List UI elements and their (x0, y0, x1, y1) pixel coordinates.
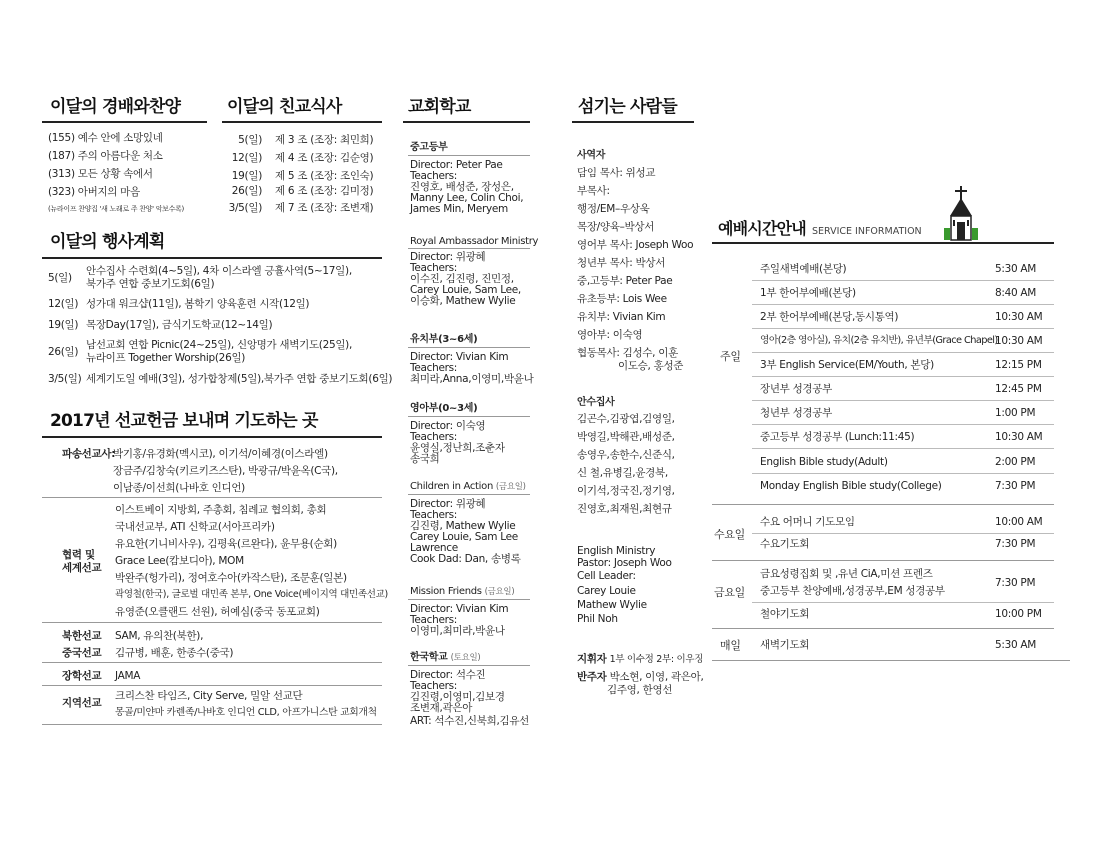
staff-line: 청년부 목사: 박상서 (577, 257, 666, 269)
divider (752, 376, 1054, 377)
divider (42, 662, 382, 663)
school-line: Director: 위광혜 (410, 251, 486, 263)
school-line: 김진령, Mathew Wylie (410, 520, 516, 532)
service-time: 2:00 PM (995, 456, 1036, 468)
service-time: 10:00 AM (995, 516, 1043, 528)
school-line: Teachers: (410, 614, 458, 626)
divider (712, 504, 1054, 505)
mission-line: SAM, 유의찬(북한), (115, 630, 204, 642)
event-date: 12(일) (48, 298, 79, 310)
mission-nk-label: 북한선교 (62, 630, 102, 642)
church-school-rule (403, 121, 530, 123)
event-line: 뉴라이프 Together Worship(26일) (86, 352, 246, 364)
conductor-row (577, 653, 703, 666)
hymn-item: (323) 아버지의 마음 (48, 186, 140, 198)
divider (752, 424, 1054, 425)
school-line: 송국희 (410, 453, 440, 465)
school-line: ART: 석수진,신북희,김유선 (410, 715, 530, 727)
mission-line: 장금주/김창숙(키르키즈스탄), 박광규/박윤옥(C국), (113, 465, 338, 477)
hymn-item: (313) 모든 상황 속에서 (48, 168, 153, 180)
staff-line: 영어부 목사: Joseph Woo (577, 239, 694, 251)
divider (752, 400, 1054, 401)
staff-line: 협동목사: 김성수, 이훈 (577, 347, 678, 359)
mission-sch-label: 장학선교 (62, 670, 102, 682)
fellowship-date: 5(일) (238, 134, 262, 146)
divider (752, 352, 1054, 353)
service-time: 7:30 PM (995, 577, 1036, 589)
fellowship-row (226, 185, 373, 198)
school-line: 조변재,곽은아 (410, 702, 473, 714)
school-line: Director: Peter Pae (410, 159, 503, 171)
event-date: 5(일) (48, 272, 72, 284)
accompanist-row (577, 671, 704, 684)
conductor-label: 지휘자 (577, 653, 607, 665)
divider (408, 248, 530, 249)
service-time: 7:30 PM (995, 480, 1036, 492)
school-section-name: 유치부(3~6세) (410, 334, 478, 345)
service-name: 새벽기도회 (760, 639, 810, 651)
event-date: 3/5(일) (48, 373, 82, 385)
english-line: Carey Louie (577, 585, 636, 597)
service-name: English Bible study(Adult) (760, 456, 888, 468)
school-line: Cook Dad: Dan, 송병록 (410, 553, 521, 565)
event-line: 남선교회 연합 Picnic(24~25일), 신앙명가 새벽기도(25일), (86, 339, 353, 351)
divider (752, 280, 1054, 281)
accompanist-names: 박소현, 이영, 곽은아, (609, 671, 704, 683)
service-day: 금요일 (714, 586, 745, 599)
mission-local-label: 지역선교 (62, 697, 102, 709)
service-day: 매일 (720, 639, 741, 652)
mission-title-rule (42, 436, 382, 438)
fellowship-title: 이달의 친교식사 (227, 97, 342, 117)
school-line: Director: Vivian Kim (410, 351, 509, 363)
divider (408, 155, 530, 156)
service-name: 금요성령집회 및 ,유년 CiA,미션 프렌즈 (760, 568, 933, 580)
service-time: 1:00 PM (995, 407, 1036, 419)
accompanist-label: 반주자 (577, 671, 607, 683)
service-name: 중고등부 찬양예배,성경공부,EM 성경공부 (760, 585, 945, 597)
divider (408, 665, 530, 666)
service-time: 5:30 AM (995, 639, 1037, 651)
service-name: 수요기도회 (760, 538, 810, 550)
service-time: 10:30 AM (995, 431, 1043, 443)
event-line: 목장Day(17일), 금식기도학교(12~14일) (86, 319, 273, 331)
staff-line: 이도승, 홍성준 (618, 360, 684, 372)
school-line: 최미라,Anna,이영미,박윤나 (410, 373, 534, 385)
school-line: Teachers: (410, 262, 458, 274)
staff-line: 목장/양육–박상서 (577, 221, 655, 233)
divider (42, 685, 382, 686)
school-section-label: 한국학교 (410, 652, 448, 663)
fellowship-text: 제 5 조 (조장: 조인숙) (275, 170, 374, 182)
divider (752, 328, 1054, 329)
mission-line: 이남종/이선희(나바호 인디언) (113, 482, 245, 494)
divider (752, 602, 1054, 603)
mission-line: JAMA (115, 670, 141, 682)
school-section-name: Royal Ambassador Ministry (410, 236, 539, 247)
staff-line: 중,고등부: Peter Pae (577, 275, 673, 287)
deacon-line: 이기석,정국진,정기영, (577, 485, 675, 497)
divider (752, 304, 1054, 305)
school-line: Teachers: (410, 170, 458, 182)
fellowship-row (226, 134, 373, 147)
school-section-label: Children in Action (410, 481, 493, 492)
service-name: 중고등부 성경공부 (Lunch:11:45) (760, 431, 915, 443)
service-name: 철야기도회 (760, 608, 810, 620)
service-name: 2부 한어부예배(본당,동시통역) (760, 311, 899, 323)
service-time: 10:30 AM (995, 311, 1043, 323)
mission-coop-label: 세계선교 (62, 562, 102, 574)
mission-line: 유요한(기니비사우), 김평육(르완다), 윤무용(순회) (115, 538, 337, 550)
service-name: 영아(2층 영아실), 유치(2층 유치반), 유년부(Grace Chapel) (760, 335, 998, 346)
mission-line: 김규병, 배훈, 한종수(중국) (115, 647, 234, 659)
school-line: 김진령,이영미,김보경 (410, 691, 505, 703)
mission-line: 몽골/미얀마 카렌족/나바호 인디언 CLD, 아프가니스탄 교회개척 (115, 707, 377, 718)
events-title-rule (42, 257, 382, 259)
service-day: 수요일 (714, 528, 745, 541)
fellowship-text: 제 6 조 (조장: 김미정) (275, 185, 374, 197)
school-line: Carey Louie, Sam Lee, (410, 284, 521, 296)
divider (712, 560, 1054, 561)
event-date: 19(일) (48, 319, 79, 331)
service-title-rule (712, 242, 1054, 244)
fellowship-date: 26(일) (231, 185, 262, 197)
fellowship-date: 12(일) (231, 152, 262, 164)
hymn-item: (155) 예수 안에 소망있네 (48, 132, 163, 144)
school-line: Teachers: (410, 680, 458, 692)
divider (712, 660, 1070, 661)
divider (42, 724, 382, 725)
mission-line: 유영준(오클랜드 선원), 허예심(중국 동포교회) (115, 606, 320, 618)
fellowship-text: 제 4 조 (조장: 김순영) (275, 152, 374, 164)
service-subtitle: SERVICE INFORMATION (811, 226, 922, 237)
english-line: Mathew Wylie (577, 599, 647, 611)
service-time: 12:15 PM (995, 359, 1042, 371)
deacon-line: 박영길,박해관,배성준, (577, 431, 675, 443)
staff-line: 유초등부: Lois Wee (577, 293, 667, 305)
divider (752, 533, 1054, 534)
divider (408, 416, 530, 417)
hymns-title-rule (42, 121, 207, 123)
school-line: 윤영실,정난희,조춘자 (410, 442, 505, 454)
staff-line: 행정/EM–우상욱 (577, 203, 650, 215)
service-time: 7:30 PM (995, 538, 1036, 550)
service-title: 예배시간안내 (718, 219, 806, 238)
mission-line: 이스트베이 지방회, 주총회, 침례교 협의회, 총회 (115, 504, 327, 516)
school-section-name (410, 481, 526, 494)
school-line: Teachers: (410, 509, 458, 521)
service-name: 1부 한어부예배(본당) (760, 287, 856, 299)
school-section-tag: (금요일) (495, 482, 526, 492)
service-name: 장년부 성경공부 (760, 383, 832, 395)
deacon-title: 안수집사 (577, 397, 615, 408)
divider (752, 473, 1054, 474)
divider (42, 622, 382, 623)
events-title: 이달의 행사계획 (50, 232, 165, 252)
divider (408, 347, 530, 348)
staff-line: 영아부: 이숙영 (577, 329, 643, 341)
hymns-title: 이달의 경배와찬양 (50, 97, 181, 117)
hymn-item: (187) 주의 아름다운 처소 (48, 150, 163, 162)
staff-line: 부목사: (577, 185, 610, 197)
english-line: Phil Noh (577, 613, 618, 625)
school-line: Carey Louie, Sam Lee (410, 531, 518, 543)
staff-title: 사역자 (577, 150, 606, 161)
event-line: 성가대 워크샵(11일), 봄학기 양육훈련 시작(12일) (86, 298, 310, 310)
event-line: 세계기도일 예배(3일), 성가합창제(5일),북가주 연합 중보기도회(6일) (86, 373, 393, 385)
accompanist-names: 김주영, 한영선 (607, 684, 673, 696)
fellowship-date: 19(일) (231, 170, 262, 182)
fellowship-date: 3/5(일) (228, 202, 262, 214)
school-section-tag: (토요일) (450, 653, 481, 663)
divider (752, 448, 1054, 449)
school-line: Teachers: (410, 362, 458, 374)
divider (408, 599, 530, 600)
school-section-tag: (금요일) (484, 587, 515, 597)
service-name: 청년부 성경공부 (760, 407, 832, 419)
mission-cn-label: 중국선교 (62, 647, 102, 659)
deacon-line: 진영호,최재원,최현규 (577, 503, 672, 515)
divider (712, 628, 1054, 629)
school-line: 이수진, 김진령, 진민정, (410, 273, 514, 285)
school-line: Lawrence (410, 542, 458, 554)
mission-line: 박기홍/유경화(멕시코), 이기석/이혜경(이스라엘) (113, 448, 328, 460)
event-line: 북가주 연합 중보기도회(6일) (86, 278, 215, 290)
fellowship-text: 제 3 조 (조장: 최민희) (275, 134, 374, 146)
deacon-line: 송영우,송한수,신준식, (577, 449, 675, 461)
english-line: Pastor: Joseph Woo (577, 557, 672, 569)
conductor-names: 1부 이수정 2부: 이우징 (609, 654, 704, 665)
school-section-name: 중고등부 (410, 142, 448, 153)
mission-title: 2017년 선교헌금 보내며 기도하는 곳 (50, 411, 318, 431)
service-name: 주일새벽예배(본당) (760, 263, 847, 275)
deacon-line: 김곤수,김광엽,김영일, (577, 413, 675, 425)
school-section-name (410, 586, 514, 599)
service-time: 10:00 PM (995, 608, 1042, 620)
event-date: 26(일) (48, 346, 79, 358)
school-line: 이영미,최미라,박윤나 (410, 625, 505, 637)
fellowship-row (226, 170, 373, 183)
event-line: 안수집사 수련회(4~5일), 4차 이스라엘 긍휼사역(5~17일), (86, 265, 352, 277)
school-section-name (410, 652, 480, 665)
fellowship-row (226, 152, 373, 165)
school-section-name: 영아부(0~3세) (410, 403, 478, 414)
service-name: 3부 English Service(EM/Youth, 본당) (760, 359, 934, 371)
school-line: 진영호, 배성준, 장성은, (410, 181, 514, 193)
service-name: Monday English Bible study(College) (760, 480, 942, 492)
mission-line: 박완주(헝가리), 정여호수아(카작스탄), 조문훈(일본) (115, 572, 347, 584)
fellowship-row (226, 202, 373, 215)
servants-title: 섬기는 사람들 (578, 97, 677, 117)
servants-title-rule (572, 121, 694, 123)
service-time: 8:40 AM (995, 287, 1037, 299)
school-line: Director: 위광혜 (410, 498, 486, 510)
service-time: 12:45 PM (995, 383, 1042, 395)
school-line: 이승화, Mathew Wylie (410, 295, 516, 307)
english-line: Cell Leader: (577, 570, 636, 582)
service-time: 10:30 AM (995, 335, 1043, 347)
mission-dispatch-label: 파송선교사: (62, 448, 116, 460)
staff-line: 담임 목사: 위성교 (577, 167, 656, 179)
fellowship-text: 제 7 조 (조장: 조변재) (275, 202, 374, 214)
school-section-label: Mission Friends (410, 586, 482, 597)
mission-line: 크리스찬 타임즈, City Serve, 밀알 선교단 (115, 690, 303, 702)
hymns-note: (뉴라이프 찬양집 '새 노래로 주 찬양' 악보수록) (48, 205, 184, 213)
service-title-wrap (718, 219, 922, 239)
school-line: Director: 석수진 (410, 669, 486, 681)
mission-coop-label: 협력 및 (62, 549, 95, 561)
mission-line: 곽영철(한국), 글로벌 대민족 본부, One Voice(베이지역 대민족선교) (115, 589, 388, 600)
mission-line: 국내선교부, ATI 신학교(서아프리카) (115, 521, 275, 533)
mission-line: Grace Lee(캄보디아), MOM (115, 555, 244, 567)
fellowship-title-rule (222, 121, 382, 123)
school-line: Director: 이숙영 (410, 420, 486, 432)
school-line: Teachers: (410, 431, 458, 443)
church-school-title: 교회학교 (408, 97, 471, 117)
divider (42, 497, 382, 498)
service-name: 수요 어머니 기도모임 (760, 516, 855, 528)
english-line: English Ministry (577, 545, 656, 557)
school-line: Director: Vivian Kim (410, 603, 509, 615)
deacon-line: 신 철,유병길,윤경북, (577, 467, 668, 479)
staff-line: 유치부: Vivian Kim (577, 311, 666, 323)
church-icon (944, 184, 978, 242)
school-line: James Min, Meryem (410, 203, 508, 215)
service-day: 주일 (720, 350, 741, 363)
service-time: 5:30 AM (995, 263, 1037, 275)
school-line: Manny Lee, Colin Choi, (410, 192, 524, 204)
divider (408, 494, 530, 495)
